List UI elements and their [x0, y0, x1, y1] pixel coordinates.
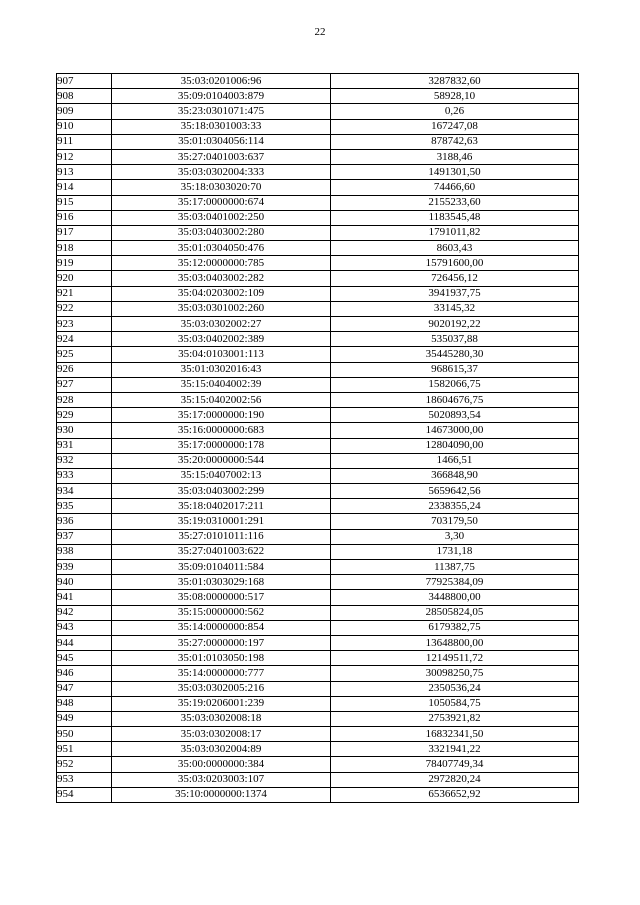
- value-cell: 2753921,82: [331, 711, 579, 726]
- row-number-cell: 949: [57, 711, 112, 726]
- table-row: [57, 681, 579, 696]
- row-number-cell: 920: [57, 271, 112, 286]
- value-cell: 11387,75: [331, 560, 579, 575]
- table-body: [57, 74, 579, 803]
- row-number-cell: 940: [57, 575, 112, 590]
- table-row: [57, 210, 579, 225]
- value-cell: 6179382,75: [331, 620, 579, 635]
- cadastral-number-cell: 35:27:0101011:116: [112, 529, 331, 544]
- row-number-cell: 923: [57, 317, 112, 332]
- row-number-cell: 919: [57, 256, 112, 271]
- row-number-cell: 939: [57, 560, 112, 575]
- table-row: [57, 711, 579, 726]
- value-cell: 33145,32: [331, 301, 579, 316]
- table-row: [57, 74, 579, 89]
- cadastral-number-cell: 35:00:0000000:384: [112, 757, 331, 772]
- row-number-cell: 934: [57, 484, 112, 499]
- row-number-cell: 947: [57, 681, 112, 696]
- cadastral-number-cell: 35:17:0000000:190: [112, 408, 331, 423]
- cadastral-number-cell: 35:03:0401002:250: [112, 210, 331, 225]
- value-cell: 6536652,92: [331, 787, 579, 802]
- row-number-cell: 948: [57, 696, 112, 711]
- cadastral-number-cell: 35:03:0302005:216: [112, 681, 331, 696]
- row-number-cell: 910: [57, 119, 112, 134]
- table-row: [57, 332, 579, 347]
- row-number-cell: 917: [57, 225, 112, 240]
- value-cell: 5020893,54: [331, 408, 579, 423]
- cadastral-number-cell: 35:08:0000000:517: [112, 590, 331, 605]
- row-number-cell: 916: [57, 210, 112, 225]
- cadastral-number-cell: 35:03:0302008:18: [112, 711, 331, 726]
- table-row: [57, 544, 579, 559]
- table-row: [57, 651, 579, 666]
- row-number-cell: 953: [57, 772, 112, 787]
- cadastral-number-cell: 35:20:0000000:544: [112, 453, 331, 468]
- value-cell: 726456,12: [331, 271, 579, 286]
- table-row: [57, 438, 579, 453]
- cadastral-number-cell: 35:03:0403002:282: [112, 271, 331, 286]
- cadastral-number-cell: 35:03:0301002:260: [112, 301, 331, 316]
- cadastral-number-cell: 35:10:0000000:1374: [112, 787, 331, 802]
- table-row: [57, 377, 579, 392]
- value-cell: 3448800,00: [331, 590, 579, 605]
- table-row: [57, 727, 579, 742]
- cadastral-number-cell: 35:15:0000000:562: [112, 605, 331, 620]
- value-cell: 167247,08: [331, 119, 579, 134]
- row-number-cell: 936: [57, 514, 112, 529]
- table-row: [57, 772, 579, 787]
- value-cell: 703179,50: [331, 514, 579, 529]
- table-row: [57, 560, 579, 575]
- cadastral-value-table: [56, 73, 579, 803]
- table-row: [57, 514, 579, 529]
- row-number-cell: 922: [57, 301, 112, 316]
- row-number-cell: 938: [57, 544, 112, 559]
- table-row: [57, 317, 579, 332]
- value-cell: 2972820,24: [331, 772, 579, 787]
- cadastral-number-cell: 35:03:0302004:89: [112, 742, 331, 757]
- page-number: 22: [314, 26, 326, 38]
- value-cell: 2155233,60: [331, 195, 579, 210]
- cadastral-number-cell: 35:03:0302004:333: [112, 165, 331, 180]
- table-row: [57, 423, 579, 438]
- row-number-cell: 926: [57, 362, 112, 377]
- table-row: [57, 362, 579, 377]
- value-cell: 74466,60: [331, 180, 579, 195]
- row-number-cell: 918: [57, 241, 112, 256]
- value-cell: 28505824,05: [331, 605, 579, 620]
- row-number-cell: 907: [57, 74, 112, 89]
- row-number-cell: 930: [57, 423, 112, 438]
- value-cell: 12149511,72: [331, 651, 579, 666]
- value-cell: 968615,37: [331, 362, 579, 377]
- table-row: [57, 165, 579, 180]
- table-row: [57, 742, 579, 757]
- row-number-cell: 931: [57, 438, 112, 453]
- cadastral-number-cell: 35:03:0302008:17: [112, 727, 331, 742]
- value-cell: 18604676,75: [331, 392, 579, 407]
- table-row: [57, 104, 579, 119]
- table-row: [57, 666, 579, 681]
- cadastral-number-cell: 35:09:0104011:584: [112, 560, 331, 575]
- value-cell: 58928,10: [331, 89, 579, 104]
- value-cell: 77925384,09: [331, 575, 579, 590]
- value-cell: 535037,88: [331, 332, 579, 347]
- value-cell: 3941937,75: [331, 286, 579, 301]
- row-number-cell: 954: [57, 787, 112, 802]
- value-cell: 0,26: [331, 104, 579, 119]
- row-number-cell: 913: [57, 165, 112, 180]
- cadastral-number-cell: 35:18:0301003:33: [112, 119, 331, 134]
- row-number-cell: 921: [57, 286, 112, 301]
- row-number-cell: 925: [57, 347, 112, 362]
- value-cell: 30098250,75: [331, 666, 579, 681]
- table-row: [57, 575, 579, 590]
- value-cell: 878742,63: [331, 134, 579, 149]
- cadastral-number-cell: 35:12:0000000:785: [112, 256, 331, 271]
- row-number-cell: 932: [57, 453, 112, 468]
- table-row: [57, 620, 579, 635]
- value-cell: 3321941,22: [331, 742, 579, 757]
- cadastral-number-cell: 35:03:0403002:299: [112, 484, 331, 499]
- row-number-cell: 941: [57, 590, 112, 605]
- table-row: [57, 271, 579, 286]
- cadastral-number-cell: 35:03:0203003:107: [112, 772, 331, 787]
- table-row: [57, 696, 579, 711]
- cadastral-number-cell: 35:18:0303020:70: [112, 180, 331, 195]
- table-row: [57, 119, 579, 134]
- row-number-cell: 942: [57, 605, 112, 620]
- table-row: [57, 605, 579, 620]
- row-number-cell: 945: [57, 651, 112, 666]
- cadastral-number-cell: 35:01:0302016:43: [112, 362, 331, 377]
- value-cell: 3188,46: [331, 149, 579, 164]
- value-cell: 1050584,75: [331, 696, 579, 711]
- row-number-cell: 946: [57, 666, 112, 681]
- table-row: [57, 256, 579, 271]
- table-row: [57, 134, 579, 149]
- value-cell: 1183545,48: [331, 210, 579, 225]
- table-row: [57, 149, 579, 164]
- cadastral-number-cell: 35:23:0301071:475: [112, 104, 331, 119]
- cadastral-number-cell: 35:04:0103001:113: [112, 347, 331, 362]
- table-row: [57, 301, 579, 316]
- cadastral-number-cell: 35:14:0000000:854: [112, 620, 331, 635]
- row-number-cell: 950: [57, 727, 112, 742]
- value-cell: 1491301,50: [331, 165, 579, 180]
- row-number-cell: 935: [57, 499, 112, 514]
- value-cell: 35445280,30: [331, 347, 579, 362]
- value-cell: 15791600,00: [331, 256, 579, 271]
- row-number-cell: 927: [57, 377, 112, 392]
- cadastral-number-cell: 35:27:0000000:197: [112, 635, 331, 650]
- table-row: [57, 787, 579, 802]
- value-cell: 2350536,24: [331, 681, 579, 696]
- cadastral-number-cell: 35:01:0103050:198: [112, 651, 331, 666]
- cadastral-number-cell: 35:17:0000000:178: [112, 438, 331, 453]
- table-row: [57, 499, 579, 514]
- row-number-cell: 944: [57, 635, 112, 650]
- value-cell: 14673000,00: [331, 423, 579, 438]
- table-row: [57, 757, 579, 772]
- row-number-cell: 929: [57, 408, 112, 423]
- value-cell: 1582066,75: [331, 377, 579, 392]
- value-cell: 2338355,24: [331, 499, 579, 514]
- row-number-cell: 911: [57, 134, 112, 149]
- value-cell: 13648800,00: [331, 635, 579, 650]
- cadastral-number-cell: 35:01:0303029:168: [112, 575, 331, 590]
- cadastral-number-cell: 35:03:0302002:27: [112, 317, 331, 332]
- value-cell: 3,30: [331, 529, 579, 544]
- table-row: [57, 453, 579, 468]
- table-row: [57, 225, 579, 240]
- cadastral-number-cell: 35:27:0401003:637: [112, 149, 331, 164]
- cadastral-number-cell: 35:27:0401003:622: [112, 544, 331, 559]
- cadastral-number-cell: 35:19:0206001:239: [112, 696, 331, 711]
- row-number-cell: 915: [57, 195, 112, 210]
- cadastral-number-cell: 35:15:0407002:13: [112, 468, 331, 483]
- cadastral-number-cell: 35:18:0402017:211: [112, 499, 331, 514]
- cadastral-number-cell: 35:03:0402002:389: [112, 332, 331, 347]
- table-row: [57, 408, 579, 423]
- table-row: [57, 392, 579, 407]
- value-cell: 1466,51: [331, 453, 579, 468]
- cadastral-number-cell: 35:15:0404002:39: [112, 377, 331, 392]
- row-number-cell: 914: [57, 180, 112, 195]
- row-number-cell: 951: [57, 742, 112, 757]
- cadastral-number-cell: 35:16:0000000:683: [112, 423, 331, 438]
- cadastral-number-cell: 35:14:0000000:777: [112, 666, 331, 681]
- table-row: [57, 195, 579, 210]
- cadastral-number-cell: 35:03:0201006:96: [112, 74, 331, 89]
- table-row: [57, 635, 579, 650]
- row-number-cell: 912: [57, 149, 112, 164]
- table-row: [57, 286, 579, 301]
- row-number-cell: 937: [57, 529, 112, 544]
- cadastral-number-cell: 35:15:0402002:56: [112, 392, 331, 407]
- cadastral-number-cell: 35:19:0310001:291: [112, 514, 331, 529]
- row-number-cell: 928: [57, 392, 112, 407]
- value-cell: 5659642,56: [331, 484, 579, 499]
- value-cell: 8603,43: [331, 241, 579, 256]
- row-number-cell: 952: [57, 757, 112, 772]
- value-cell: 9020192,22: [331, 317, 579, 332]
- cadastral-number-cell: 35:09:0104003:879: [112, 89, 331, 104]
- row-number-cell: 909: [57, 104, 112, 119]
- value-cell: 78407749,34: [331, 757, 579, 772]
- cadastral-number-cell: 35:03:0403002:280: [112, 225, 331, 240]
- row-number-cell: 924: [57, 332, 112, 347]
- row-number-cell: 943: [57, 620, 112, 635]
- value-cell: 12804090,00: [331, 438, 579, 453]
- cadastral-number-cell: 35:01:0304056:114: [112, 134, 331, 149]
- table-row: [57, 529, 579, 544]
- table-row: [57, 89, 579, 104]
- cadastral-number-cell: 35:04:0203002:109: [112, 286, 331, 301]
- row-number-cell: 908: [57, 89, 112, 104]
- table-row: [57, 484, 579, 499]
- cadastral-number-cell: 35:17:0000000:674: [112, 195, 331, 210]
- table-row: [57, 590, 579, 605]
- value-cell: 366848,90: [331, 468, 579, 483]
- value-cell: 1731,18: [331, 544, 579, 559]
- value-cell: 1791011,82: [331, 225, 579, 240]
- table-row: [57, 180, 579, 195]
- table-row: [57, 241, 579, 256]
- table-row: [57, 347, 579, 362]
- value-cell: 16832341,50: [331, 727, 579, 742]
- value-cell: 3287832,60: [331, 74, 579, 89]
- cadastral-number-cell: 35:01:0304050:476: [112, 241, 331, 256]
- table-row: [57, 468, 579, 483]
- row-number-cell: 933: [57, 468, 112, 483]
